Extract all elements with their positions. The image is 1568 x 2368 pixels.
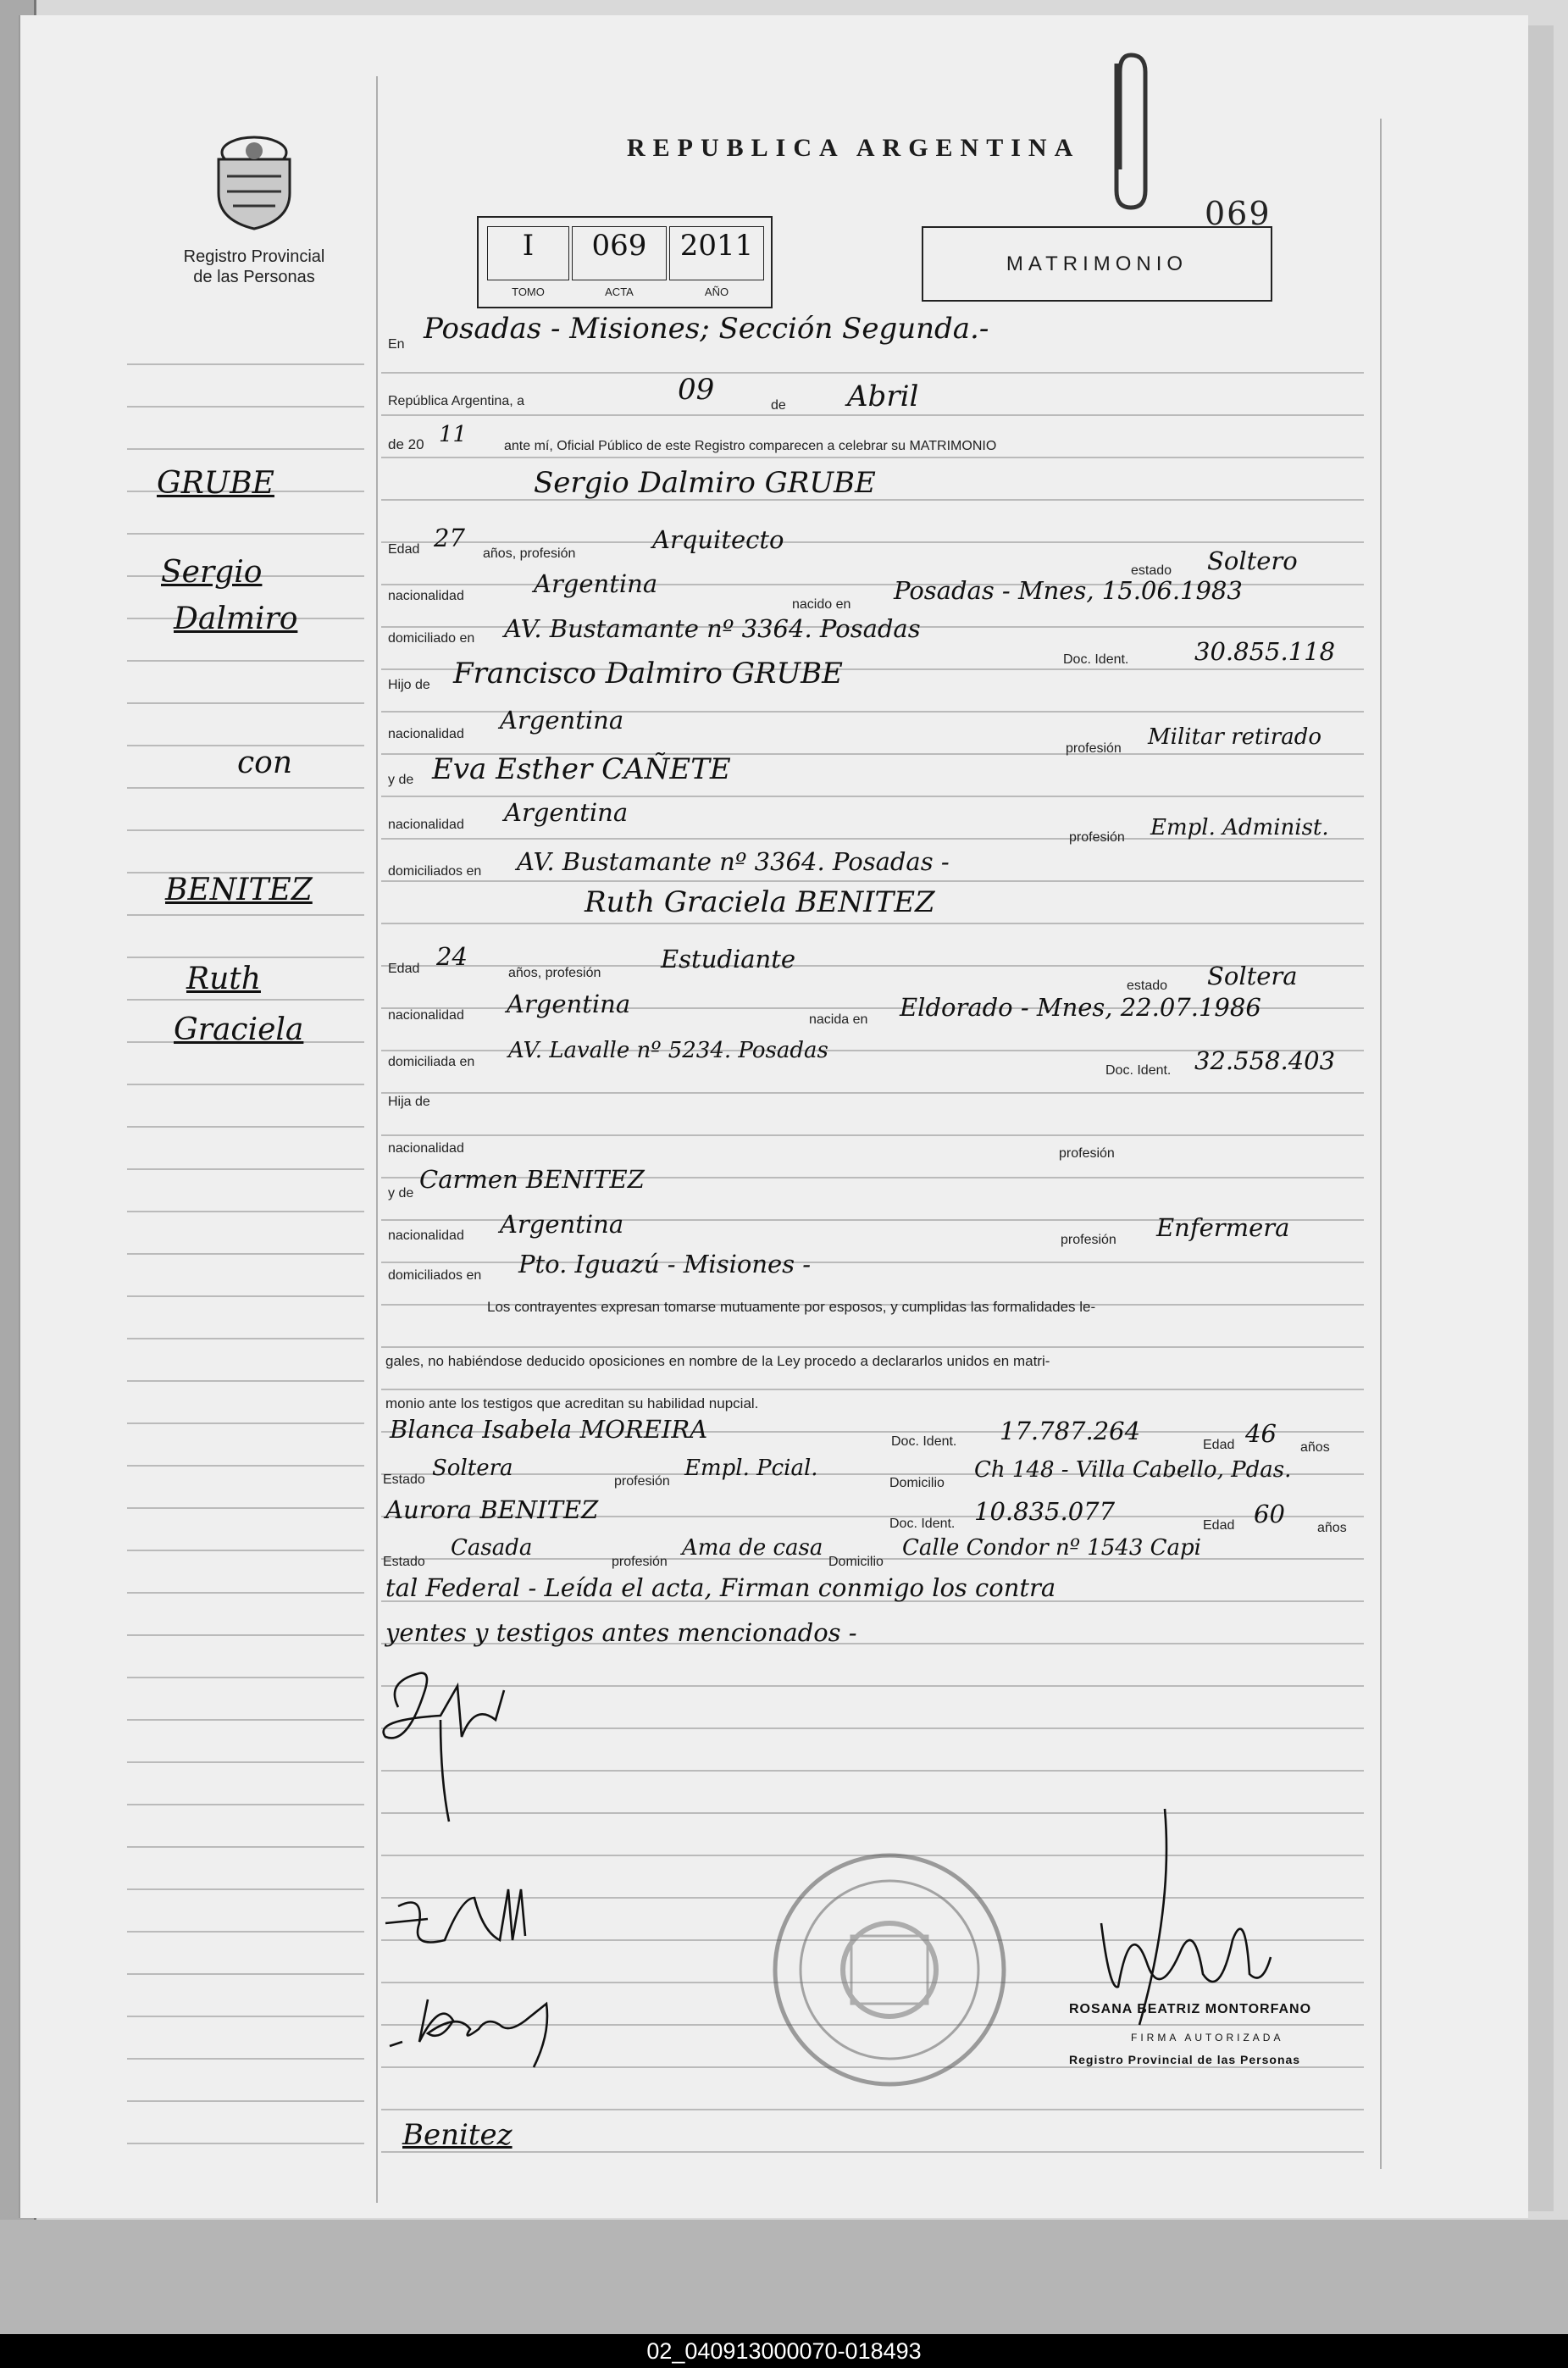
country-heading: REPUBLICA ARGENTINA — [627, 134, 1081, 162]
label-anos-profesion-2: años, profesión — [508, 966, 601, 980]
groom-age: 27 — [434, 524, 465, 552]
groom-mother-nationality: Argentina — [504, 798, 629, 827]
groom-father-nationality: Argentina — [500, 706, 624, 735]
tomo-label: TOMO — [512, 286, 545, 298]
label-anos-w1: años — [1300, 1440, 1330, 1455]
label-doc-ident-w2: Doc. Ident. — [889, 1517, 956, 1531]
label-de: de — [771, 398, 786, 413]
registry-header — [127, 125, 381, 287]
groom-parents-address: AV. Bustamante nº 3364. Posadas - — [517, 847, 950, 876]
bride-status: Soltera — [1207, 962, 1298, 990]
acta-label: ACTA — [605, 286, 634, 298]
groom-name: Sergio Dalmiro GRUBE — [534, 466, 876, 500]
witness1-doc: 17.787.264 — [1000, 1417, 1141, 1445]
label-estado-w2: Estado — [383, 1555, 425, 1569]
body-line-1: Los contrayentes expresan tomarse mutuamente por esposos, y cumplidas las formalidades le- — [487, 1299, 1096, 1315]
anio-cell — [669, 226, 764, 298]
witness2-profession: Ama de casa — [682, 1535, 823, 1561]
label-y-de-2: y de — [388, 1186, 414, 1201]
label-nacionalidad-2c: nacionalidad — [388, 1228, 464, 1243]
label-profesion-w2: profesión — [612, 1555, 668, 1569]
label-profesion-w1: profesión — [614, 1474, 670, 1489]
label-edad-w1: Edad — [1203, 1438, 1235, 1452]
act-place: Posadas - Misiones; Sección Segunda.- — [424, 312, 989, 346]
label-doc-ident-1: Doc. Ident. — [1063, 652, 1129, 667]
bride-mother-profession: Enfermera — [1156, 1213, 1290, 1242]
margin-surname-1: GRUBE — [157, 466, 274, 501]
page-number: 069 — [1205, 195, 1272, 232]
bride-mother-nationality: Argentina — [500, 1210, 624, 1239]
acta-value: 069 — [591, 229, 647, 263]
label-nacionalidad-2: nacionalidad — [388, 1008, 464, 1023]
margin-name-2b: Graciela — [174, 1012, 304, 1047]
label-edad-1: Edad — [388, 542, 420, 557]
witness2-address-1: Calle Condor nº 1543 Capi — [902, 1535, 1201, 1561]
label-domicilio-w2: Domicilio — [828, 1555, 884, 1569]
bride-address: AV. Lavalle nº 5234. Posadas — [508, 1038, 828, 1063]
official-stamp-name: ROSANA BEATRIZ MONTORFANO — [1069, 2002, 1312, 2016]
label-domiciliado-en: domiciliado en — [388, 631, 475, 646]
act-day: 09 — [678, 373, 715, 407]
registry-name-line2: de las Personas — [193, 268, 315, 286]
label-domiciliada-en: domiciliada en — [388, 1055, 475, 1069]
label-nacionalidad-1b: nacionalidad — [388, 727, 464, 741]
groom-profession: Arquitecto — [652, 525, 784, 554]
label-profesion-1b: profesión — [1066, 741, 1122, 756]
label-de-20: de 20 — [388, 436, 424, 452]
label-estado-w1: Estado — [383, 1472, 425, 1487]
label-domiciliados-en-2: domiciliados en — [388, 1268, 482, 1283]
groom-status: Soltero — [1207, 546, 1298, 575]
groom-mother-profession: Empl. Administ. — [1150, 815, 1329, 840]
label-edad-2: Edad — [388, 962, 420, 976]
label-ante-mi: ante mí, Oficial Público de este Registro comparecen a celebrar su MATRIMONIO — [504, 439, 997, 453]
official-stamp-registry: Registro Provincial de las Personas — [1069, 2053, 1301, 2066]
bride-doc: 32.558.403 — [1194, 1046, 1336, 1075]
groom-address: AV. Bustamante nº 3364. Posadas — [504, 614, 921, 643]
margin-con: con — [237, 746, 293, 780]
book-right-edge — [1526, 25, 1554, 2211]
label-profesion-2b: profesión — [1059, 1146, 1115, 1161]
body-line-2: gales, no habiéndose deducido oposiciones en nombre de la Ley procedo a declararlos unidos en matri- — [385, 1353, 1050, 1369]
image-id-footer: 02_040913000070-018493 — [0, 2334, 1568, 2368]
groom-father-profession: Militar retirado — [1148, 724, 1322, 750]
document-page — [19, 15, 1528, 2218]
groom-nationality: Argentina — [534, 569, 658, 598]
label-edad-w2: Edad — [1203, 1518, 1235, 1533]
margin-name-1b: Dalmiro — [174, 602, 298, 636]
witness2-doc: 10.835.077 — [974, 1497, 1116, 1526]
bride-nationality: Argentina — [507, 990, 631, 1018]
witness2-address-3: yentes y testigos antes mencionados - — [385, 1618, 857, 1647]
margin-name-1a: Sergio — [161, 555, 263, 590]
label-nacionalidad-1c: nacionalidad — [388, 818, 464, 832]
anio-label: AÑO — [704, 286, 729, 298]
groom-father: Francisco Dalmiro GRUBE — [453, 657, 843, 690]
margin-name-2a: Ruth — [186, 962, 261, 996]
book-bottom — [0, 2220, 1568, 2334]
label-profesion-1c: profesión — [1069, 830, 1125, 845]
label-anos-w2: años — [1317, 1521, 1347, 1535]
act-type-box: MATRIMONIO — [922, 226, 1272, 302]
label-nacida-en: nacida en — [809, 1012, 868, 1027]
label-hija-de: Hija de — [388, 1095, 430, 1109]
body-line-3: monio ante los testigos que acreditan su habilidad nupcial. — [385, 1395, 759, 1411]
bride-profession: Estudiante — [661, 945, 796, 973]
label-nacionalidad-1: nacionalidad — [388, 589, 464, 603]
tomo-value: I — [522, 229, 535, 263]
acta-cell — [572, 226, 667, 298]
label-nacionalidad-2b: nacionalidad — [388, 1141, 464, 1156]
groom-birth: Posadas - Mnes, 15.06.1983 — [894, 576, 1243, 605]
provincial-crest-icon — [203, 125, 305, 231]
registry-name-line1: Registro Provincial — [183, 247, 325, 266]
label-en: En — [388, 337, 405, 352]
label-y-de-1: y de — [388, 773, 414, 787]
bride-mother: Carmen BENITEZ — [419, 1165, 645, 1194]
label-estado-2: estado — [1127, 979, 1168, 993]
witness2-address-2: tal Federal - Leída el acta, Firman conmigo los contra — [385, 1573, 1056, 1602]
label-profesion-2c: profesión — [1061, 1233, 1116, 1247]
label-nacido-en: nacido en — [792, 597, 851, 612]
anio-value: 2011 — [679, 229, 754, 263]
witness1-profession: Empl. Pcial. — [684, 1456, 818, 1481]
bride-birth: Eldorado - Mnes, 22.07.1986 — [900, 993, 1261, 1022]
label-domicilio-w1: Domicilio — [889, 1476, 945, 1490]
label-anos-profesion-1: años, profesión — [483, 546, 576, 561]
margin-surname-2: BENITEZ — [165, 873, 313, 907]
tomo-cell — [487, 226, 569, 298]
groom-doc: 30.855.118 — [1194, 637, 1336, 666]
witness1-age: 46 — [1245, 1419, 1277, 1448]
label-hijo-de: Hijo de — [388, 678, 430, 692]
witness1-name: Blanca Isabela MOREIRA — [390, 1415, 708, 1444]
tomo-acta-anio-box — [477, 216, 773, 308]
label-republica-a: República Argentina, a — [388, 394, 524, 408]
label-doc-ident-w1: Doc. Ident. — [891, 1434, 957, 1449]
official-stamp-role: FIRMA AUTORIZADA — [1131, 2032, 1284, 2044]
label-estado-1: estado — [1131, 563, 1172, 578]
bride-parents-address: Pto. Iguazú - Misiones - — [518, 1250, 812, 1278]
witness1-status: Soltera — [432, 1456, 513, 1481]
act-month: Abril — [847, 380, 919, 413]
signature-benitez: Benitez — [402, 2118, 513, 2152]
groom-mother: Eva Esther CAÑETE — [432, 752, 731, 786]
label-domiciliados-en-1: domiciliados en — [388, 864, 482, 879]
bride-name: Ruth Graciela BENITEZ — [585, 885, 935, 919]
witness2-status: Casada — [451, 1535, 533, 1561]
act-year: 11 — [439, 422, 468, 447]
witness2-age: 60 — [1254, 1500, 1285, 1528]
label-doc-ident-2: Doc. Ident. — [1105, 1063, 1172, 1078]
witness1-address: Ch 148 - Villa Cabello, Pdas. — [974, 1457, 1292, 1483]
bride-age: 24 — [436, 942, 468, 971]
witness2-name: Aurora BENITEZ — [385, 1495, 599, 1524]
